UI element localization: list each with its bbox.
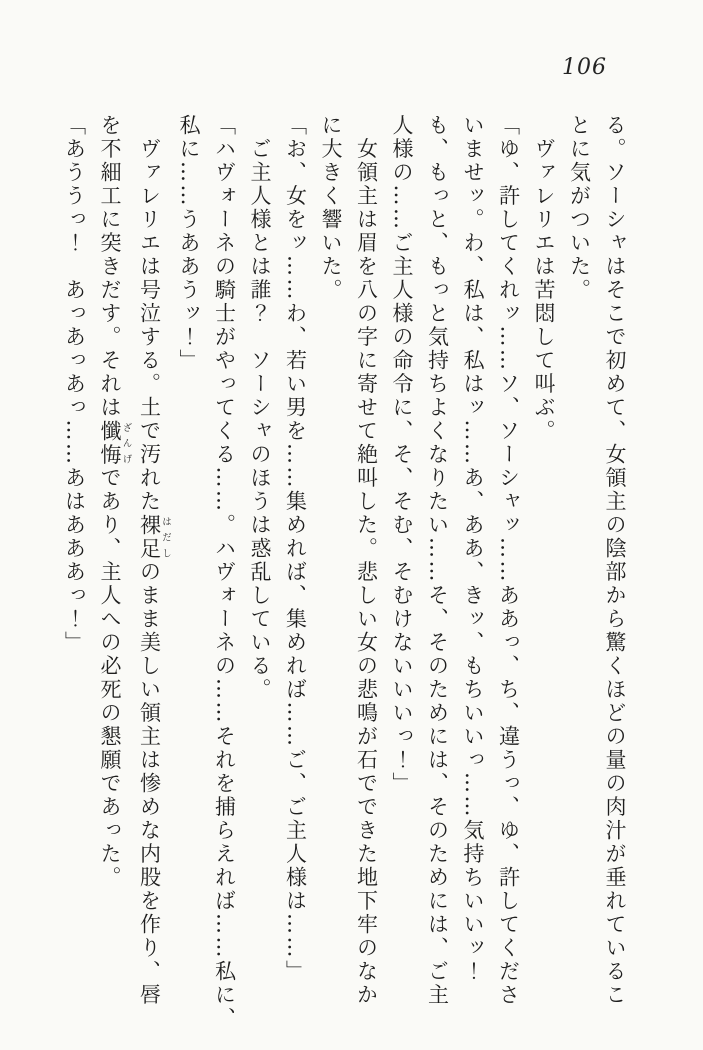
text-column: を不細工に突きだす。それは懺悔ざんげであり、主人への必死の懇願であった。 xyxy=(98,114,132,890)
text-column: ご主人様とは誰？ ソーシャのほうは惑乱している。 xyxy=(248,114,272,702)
text-column: 「あううっ！ あっあっあっ……あはあああっ！」 xyxy=(62,114,87,655)
text-column: いませッ。わ、私は、私はッ……あ、ああ、きッ、もちいいっ……気持ちいいッ！ xyxy=(461,114,485,984)
page-number: 106 xyxy=(562,55,607,80)
text-column: とに気がついた。 xyxy=(567,114,592,302)
text-column: 「ゆ、許してくれッ……ソ、ソーシャッ……ああっ、ち、違うっ、ゆ、許してくださ xyxy=(496,114,521,1007)
text-column: も、もっと、もっと気持ちよくなりたい……そ、そのためには、そのためには、ご主 xyxy=(425,114,450,1007)
text-column: ヴァレリエは号泣する。土で汚れた裸足はだしのまま美しい領主は惨めな内股を作り、唇 xyxy=(137,114,171,1007)
furigana-ruby: 裸足はだし xyxy=(137,513,171,561)
text-column: 「お、女をッ……わ、若い男を……集めれば、集めれば……ご、ご主人様は……」 xyxy=(283,114,308,984)
page-text xyxy=(56,114,632,1031)
furigana-ruby: 懺悔ざんげ xyxy=(98,419,132,467)
text-column: 人様の……ご主人様の命令に、そ、そむ、そむけないいいっ！」 xyxy=(390,114,414,796)
text-column: 私に……うああうッ！」 xyxy=(177,114,201,373)
text-column: ヴァレリエは苦悶して叫ぶ。 xyxy=(532,114,556,443)
text-column: 女領主は眉を八の字に寄せて絶叫した。悲しい女の悲鳴が石でできた地下牢のなか xyxy=(354,114,379,1007)
text-column: る。ソーシャはそこで初めて、女領主の陰部から驚くほどの量の肉汁が垂れているこ xyxy=(603,114,627,1007)
text-column: 「ハヴォーネの騎士がやってくる……。ハヴォーネの……それを捕らえれば……私に、 xyxy=(212,114,237,1031)
text-column: に大きく響いた。 xyxy=(319,114,343,302)
